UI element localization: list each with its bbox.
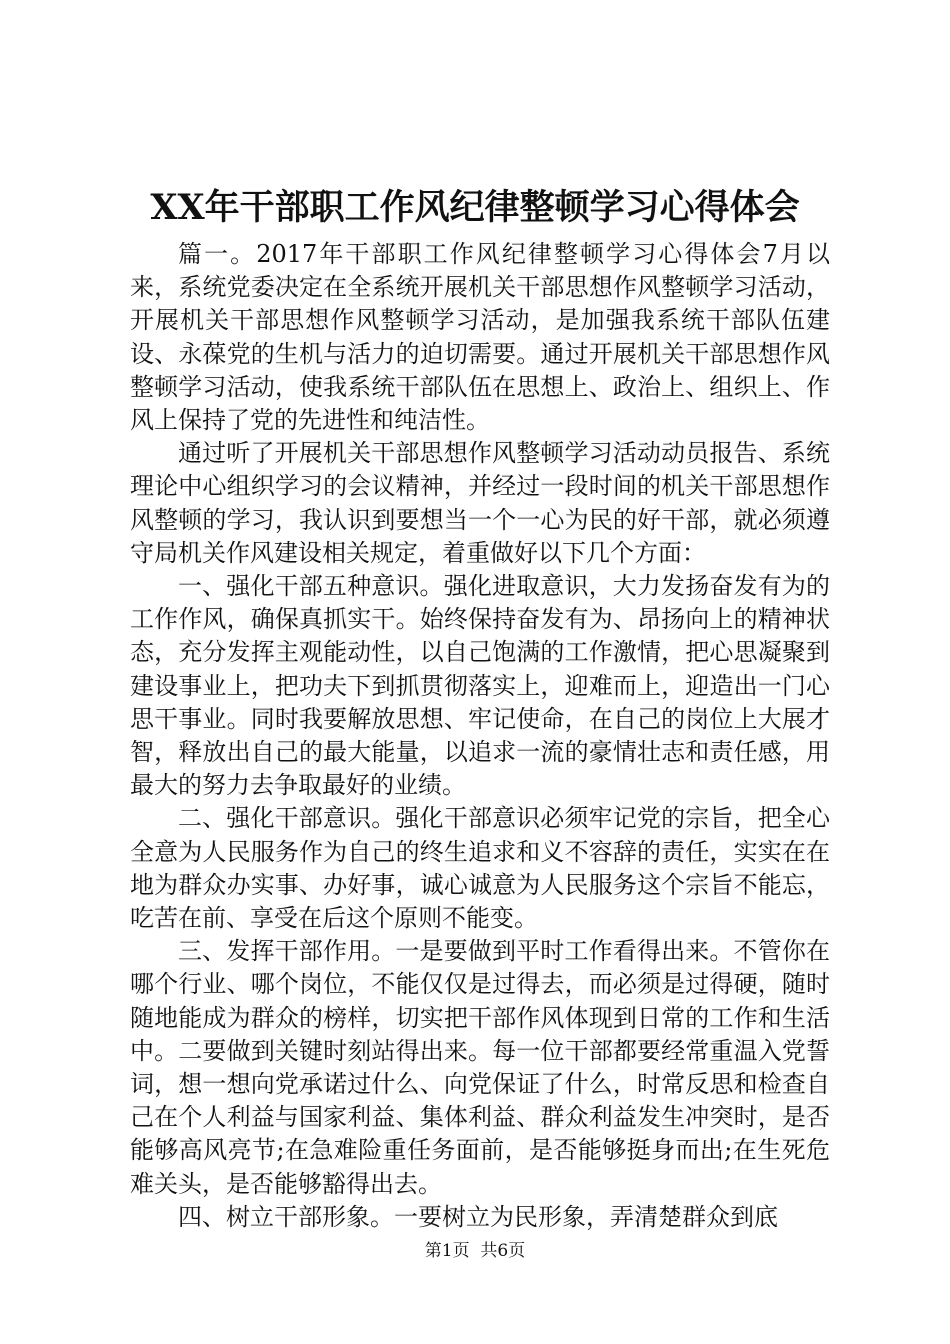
paragraph-6: 四、树立干部形象。一要树立为民形象，弄清楚群众到底 xyxy=(178,1202,778,1231)
paragraph-2: 通过听了开展机关干部思想作风整顿学习活动动员报告、系统理论中心组织学习的会议精神，并经过一段时间的机关干部思想作风整顿的学习，我认识到要想当一个一心为民的好干部，就必须遵守局机关作风建设相关规定，着重做好以下几个方面： xyxy=(130,439,830,567)
document-title: XX年干部职工作风纪律整顿学习心得体会 xyxy=(150,187,800,228)
paragraph-4: 二、强化干部意识。强化干部意识必须牢记党的宗旨，把全心全意为人民服务作为自己的终生追求和义不容辞的责任，实实在在地为群众办实事、办好事，诚心诚意为人民服务这个宗旨不能忘，吃苦在前、享受在后这个原则不能变。 xyxy=(130,804,830,933)
document-body xyxy=(130,238,830,1234)
page-footer: 第1页 共6页 xyxy=(424,1241,526,1261)
paragraph-1: 篇一。2017年干部职工作风纪律整顿学习心得体会7月以来，系统党委决定在全系统开展机关干部思想作风整顿学习活动，开展机关干部思想作风整顿学习活动，是加强我系统干部队伍建设、永葆党的生机与活力的迫切需要。通过开展机关干部思想作风整顿学习活动，使我系统干部队伍在思想上、政治上、组织上、作风上保持了党的先进性和纯洁性。 xyxy=(130,240,830,435)
paragraph-5: 三、发挥干部作用。一是要做到平时工作看得出来。不管你在哪个行业、哪个岗位，不能仅仅是过得去，而必须是过得硬，随时随地能成为群众的榜样，切实把干部作风体现到日常的工作和生活中。二要做到关键时刻站得出来。每一位干部都要经常重温入党誓词，想一想向党承诺过什么、向党保证了什么，时常反思和检查自己在个人利益与国家利益、集体利益、群众利益发生冲突时，是否能够高风亮节;在急难险重任务面前，是否能够挺身而出;在生死危难关头，是否能够豁得出去。 xyxy=(130,937,830,1198)
paragraph-3: 一、强化干部五种意识。强化进取意识，大力发扬奋发有为的工作作风，确保真抓实干。始终保持奋发有为、昂扬向上的精神状态，充分发挥主观能动性，以自己饱满的工作激情，把心思凝聚到建设事业上，把功夫下到抓贯彻落实上，迎难而上，迎造出一门心思干事业。同时我要解放思想、牢记使命，在自己的岗位上大展才智，释放出自己的最大能量，以追求一流的豪情壮志和责任感，用最大的努力去争取最好的业绩。 xyxy=(130,572,830,800)
